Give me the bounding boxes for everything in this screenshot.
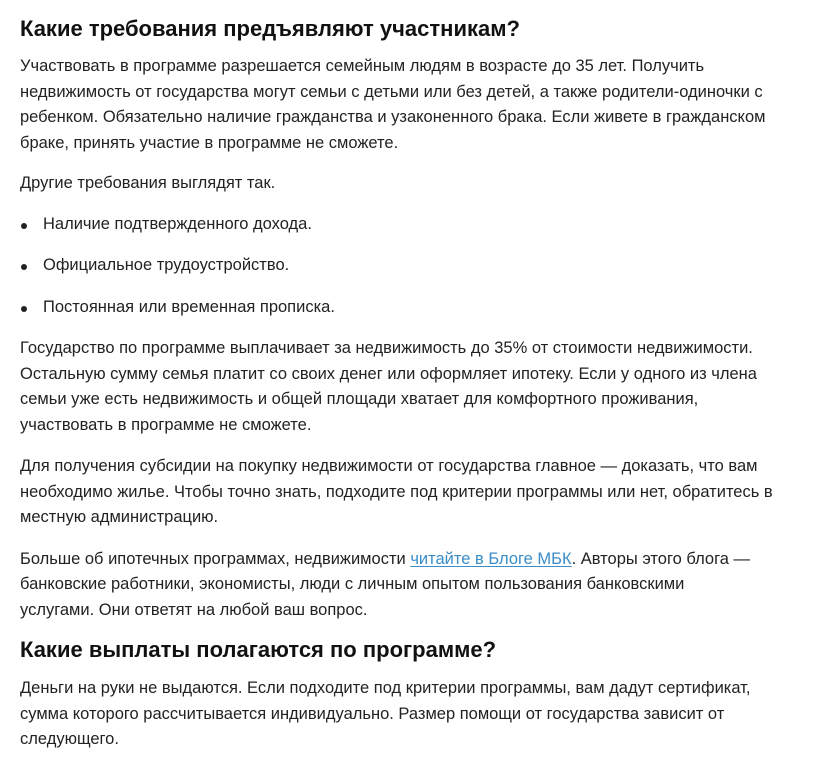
text-line: Участвовать в программе разрешается семейным людям в возрасте до 35 лет. Получить	[20, 57, 705, 75]
text-segment: . Авторы этого блога —	[571, 549, 750, 568]
bullet-icon	[21, 223, 27, 229]
section-heading-payments: Какие выплаты полагаются по программе?	[20, 637, 497, 662]
text-line: местную администрацию.	[20, 508, 219, 526]
blog-link[interactable]: читайте в Блоге МБК	[410, 549, 572, 568]
text-line: Государство по программе выплачивает за недвижимость до 35% от стоимости недвижимости.	[20, 339, 753, 357]
payment-paragraph	[20, 336, 820, 438]
requirements-list	[20, 212, 820, 321]
text-line: семьи уже есть недвижимость и общей площади хватает для комфортного проживания,	[20, 390, 699, 408]
text-line: браке, принять участие в программе не сможете.	[20, 133, 399, 152]
bullet-icon	[21, 264, 27, 270]
list-item-text: Постоянная или временная прописка.	[43, 297, 335, 316]
requirements-intro-paragraph	[20, 54, 820, 156]
list-item-text: Официальное трудоустройство.	[43, 256, 290, 274]
list-item	[20, 295, 820, 321]
bullet-icon	[21, 306, 27, 312]
text-line: недвижимость от государства могут семьи с детьми или без детей, а также родители-одиночки с	[20, 82, 763, 101]
section-heading-requirements: Какие требования предъявляют участникам?	[20, 16, 520, 41]
list-item	[20, 253, 820, 279]
text-line: участвовать в программе не сможете.	[20, 415, 312, 434]
text-line: банковские работники, экономисты, люди с личным опытом пользования банковскими	[20, 575, 685, 593]
text-line: Остальную сумму семья платит со своих денег или оформляет ипотеку. Если у одного из члена	[20, 364, 757, 383]
text-line: ребенком. Обязательно наличие гражданства и узаконенного брака. Если живете в гражданском	[20, 108, 766, 126]
blog-paragraph	[20, 547, 820, 624]
payments-intro-paragraph	[20, 676, 820, 753]
text-line: услугами. Они ответят на любой ваш вопрос.	[20, 600, 368, 619]
list-item-text: Наличие подтвержденного дохода.	[43, 214, 312, 233]
requirements-lead-paragraph: Другие требования выглядят так.	[20, 174, 276, 192]
text-line: сумма которого рассчитывается индивидуально. Размер помощи от государства зависит от	[20, 704, 725, 723]
text-line: следующего.	[20, 730, 119, 748]
text-line: Для получения субсидии на покупку недвижимости от государства главное — доказать, что вам	[20, 457, 758, 475]
list-item	[20, 212, 820, 238]
text-line: необходимо жилье. Чтобы точно знать, подходите под критерии программы или нет, обратитесь в	[20, 482, 773, 501]
subsidy-paragraph	[20, 454, 820, 531]
text-segment: Больше об ипотечных программах, недвижимости	[20, 549, 411, 568]
text-line: Деньги на руки не выдаются. Если подходите под критерии программы, вам дадут сертификат,	[20, 679, 751, 697]
